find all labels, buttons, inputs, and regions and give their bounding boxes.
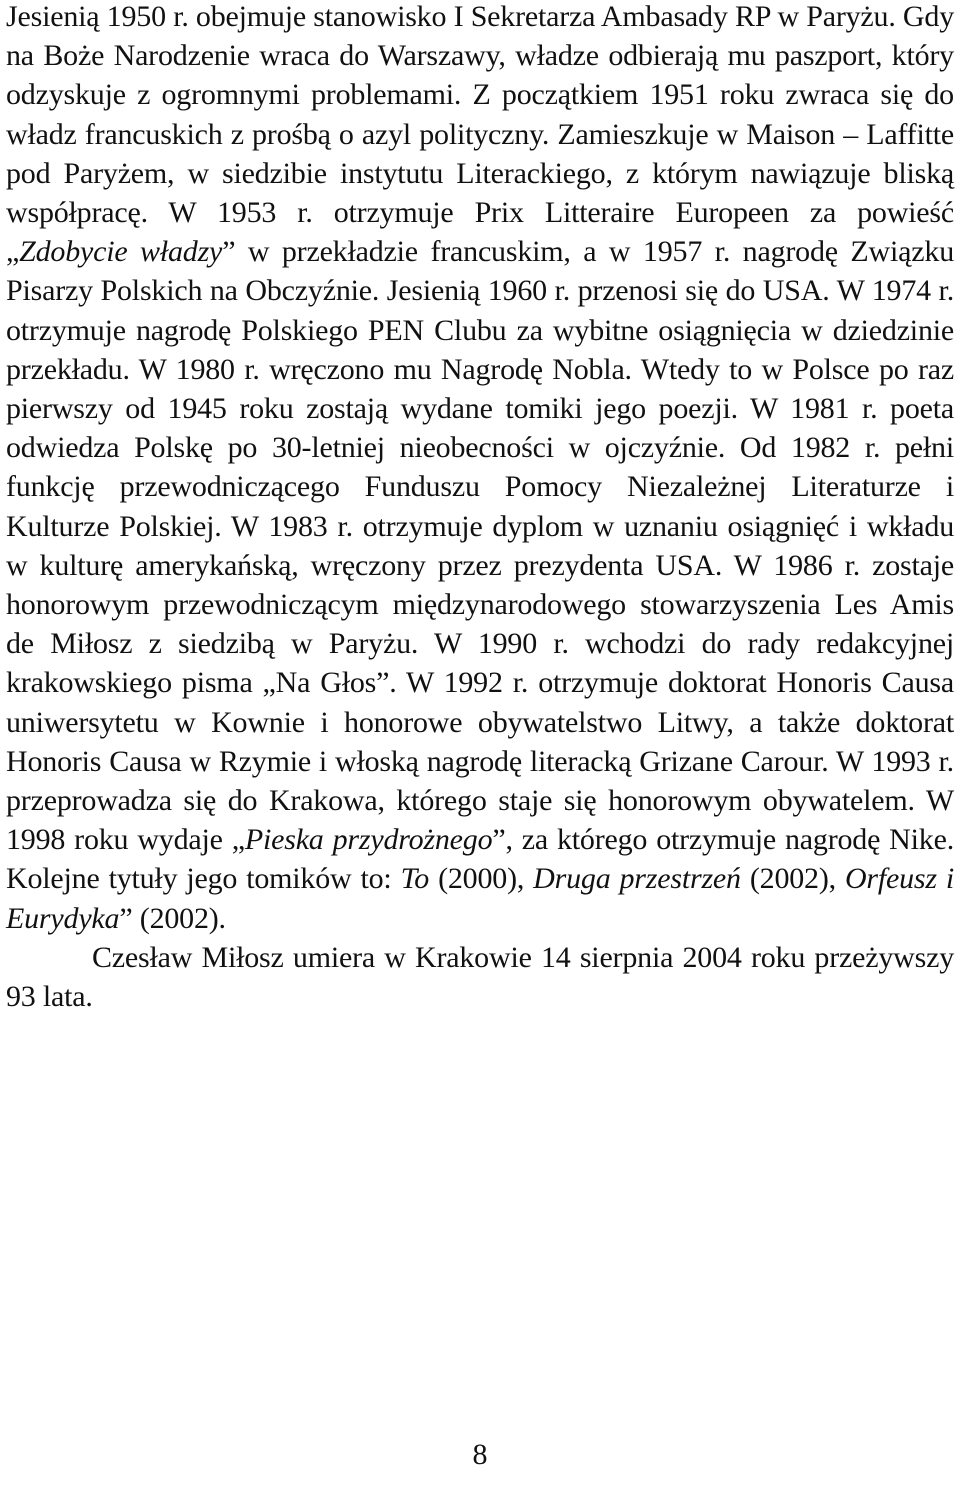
body-text	[6, 0, 954, 1016]
text-segment: (2000),	[429, 862, 534, 896]
text-segment: ” (2002).	[119, 901, 226, 935]
book-title: Zdobycie władzy	[19, 235, 223, 269]
book-title: To	[400, 862, 430, 896]
page-number: 8	[472, 1438, 488, 1471]
book-title: Pieska przydrożnego	[244, 823, 493, 857]
text-segment: ”, za którego otrzymuje nagrodę Nike. Kolejne tytuły jego tomików to:	[6, 823, 954, 896]
text-segment: Jesienią 1950 r. obejmuje stanowisko I Sekretarza Ambasady RP w Paryżu. Gdy na Boże Narodzenie wraca do Warszawy, władze odbierają mu paszport, który odzyskuje z ogromnymi problemami. Z początkiem 1951 roku zwraca się do władz francuskich z prośbą o azyl polityczny. Zamieszkuje w Maison – Laffitte pod Paryżem, w siedzibie instytutu Literackiego, z którym nawiązuje bliską współpracę. W 1953 r. otrzymuje Prix Litteraire Europeen za powieść „	[6, 0, 954, 269]
biography-paragraph	[6, 0, 954, 938]
book-title: Druga przestrzeń	[533, 862, 741, 896]
book-title: Orfeusz i Eurydyka	[6, 862, 955, 935]
text-segment: ” w przekładzie francuskim, a w 1957 r. nagrodę Związku Pisarzy Polskich na Obczyźnie. Jesienią 1960 r. przenosi się do USA. W 1974 r. otrzymuje nagrodę Polskiego PEN Clubu za wybitne osiągnięcia w dziedzinie przekładu. W 1980 r. wręczono mu Nagrodę Nobla. Wtedy to w Polsce po raz pierwszy od 1945 roku zostają wydane tomiki jego poezji. W 1981 r. poeta odwiedza Polskę po 30-letniej nieobecności w ojczyźnie. Od 1982 r. pełni funkcję przewodniczącego Funduszu Pomocy Niezależnej Literaturze i Kulturze Polskiej. W 1983 r. otrzymuje dyplom w uznaniu osiągnięć i wkładu w kulturę amerykańską, wręczony przez prezydenta USA. W 1986 r. zostaje honorowym przewodniczącym międzynarodowego stowarzyszenia Les Amis de Miłosz z siedzibą w Paryżu. W 1990 r. wchodzi do rady redakcyjnej krakowskiego pisma „Na Głos”. W 1992 r. otrzymuje doktorat Honoris Causa uniwersytetu w Kownie i honorowe obywatelstwo Litwy, a także doktorat Honoris Causa w Rzymie i włoską nagrodę literacką Grizane Carour. W 1993 r. przeprowadza się do Krakowa, którego staje się honorowym obywatelem. W 1998 roku wydaje „	[6, 235, 954, 857]
closing-paragraph: Czesław Miłosz umiera w Krakowie 14 sierpnia 2004 roku przeżywszy 93 lata.	[6, 940, 954, 1014]
text-segment: (2002),	[740, 862, 845, 896]
